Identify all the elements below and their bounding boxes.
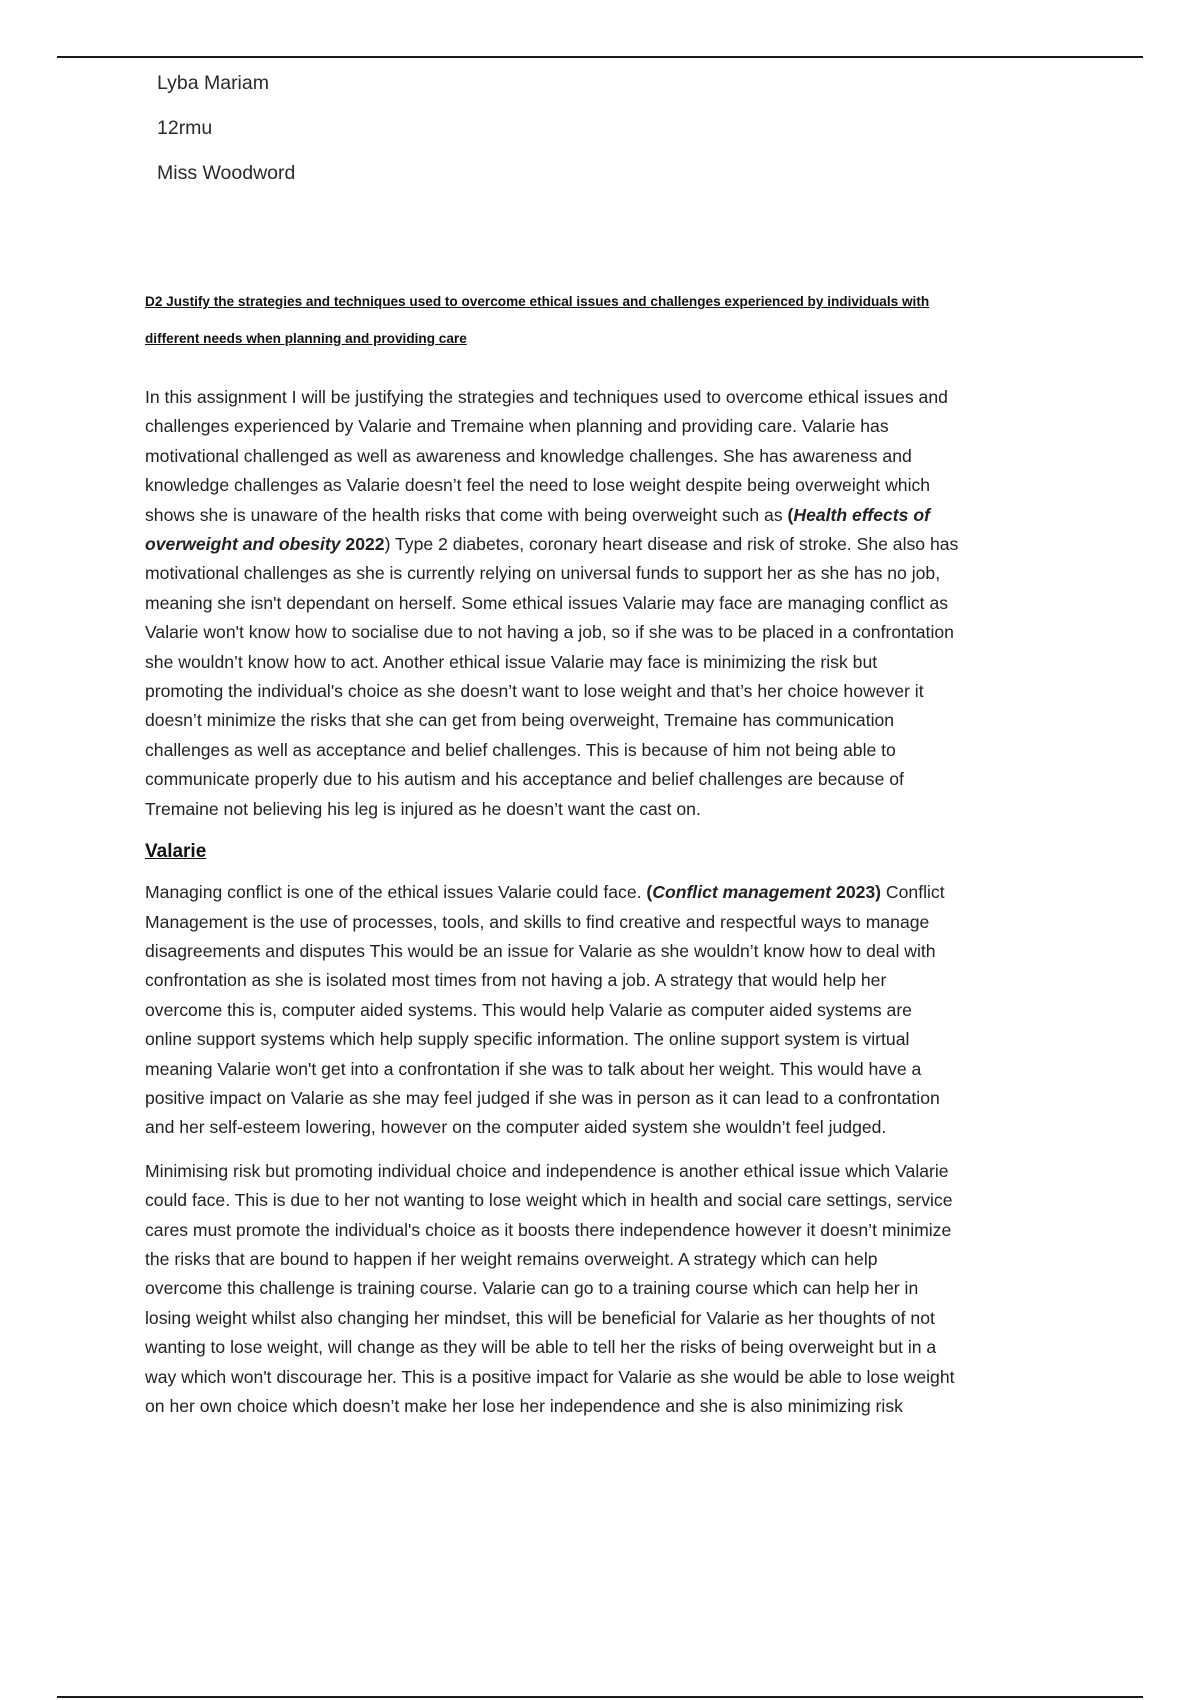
citation-paren-open: ( [787, 504, 794, 525]
risk-line: cares must promote the individual's choice as it boosts there independence however it doesn’t minimize [145, 1219, 952, 1240]
conflict-line: overcome this is, computer aided systems. This would help Valarie as computer aided systems are [145, 999, 912, 1020]
intro-line: Tremaine not believing his leg is injured as he doesn’t want the cast on. [145, 798, 701, 819]
risk-line: way which won't discourage her. This is a positive impact for Valarie as she would be able to lose weight [145, 1366, 955, 1387]
top-rule [57, 56, 1143, 58]
intro-line: challenges experienced by Valarie and Tremaine when planning and providing care. Valarie has [145, 416, 889, 437]
risk-line: overcome this challenge is training course. Valarie can go to a training course which can help her in [145, 1278, 919, 1299]
intro-line: Valarie won't know how to socialise due to not having a job, so if she was to be placed in a confrontation [145, 622, 954, 643]
intro-line: motivational challenges as she is currently relying on universal funds to support her as she has no job, [145, 563, 941, 584]
conflict-paragraph [145, 878, 1095, 1143]
teacher-name: Miss Woodword [157, 162, 296, 184]
intro-line: promoting the individual's choice as she doesn’t want to lose weight and that’s her choice however it [145, 681, 924, 702]
task-title [145, 283, 1095, 357]
bottom-rule [57, 1696, 1143, 1698]
intro-line: doesn’t minimize the risks that she can get from being overweight, Tremaine has communication [145, 710, 895, 731]
risk-line: Minimising risk but promoting individual choice and independence is another ethical issue which Valarie [145, 1160, 949, 1181]
citation-year: 2023) [831, 882, 882, 903]
intro-line [145, 530, 1095, 559]
conflict-line: meaning Valarie won't get into a confrontation if she was to talk about her weight. This would have a [145, 1058, 922, 1079]
citation-paren-open: ( [646, 882, 653, 903]
conflict-line: positive impact on Valarie as she may feel judged if she was in person as it can lead to a confrontation [145, 1087, 940, 1108]
conflict-text: Managing conflict is one of the ethical issues Valarie could face. [145, 882, 647, 903]
risk-line: on her own choice which doesn’t make her lose her independence and she is also minimizing risk [145, 1396, 903, 1416]
risk-line: the risks that are bound to happen if her weight remains overweight. A strategy which can help [145, 1248, 878, 1269]
intro-line: communicate properly due to his autism and his acceptance and belief challenges are because of [145, 769, 904, 790]
intro-line: knowledge challenges as Valarie doesn’t feel the need to lose weight despite being overweight which [145, 475, 931, 496]
intro-text: Type 2 diabetes, coronary heart disease and risk of stroke. She also has [390, 534, 959, 555]
document-body [145, 283, 1095, 1435]
task-title-line-2: different needs when planning and providing care [145, 331, 467, 346]
intro-paragraph [145, 383, 1095, 824]
intro-line: motivational challenged as well as awareness and knowledge challenges. She has awareness and [145, 445, 912, 466]
risk-paragraph [145, 1157, 1095, 1422]
citation-year: 2022 [340, 534, 385, 555]
intro-line [145, 501, 1095, 530]
intro-line: In this assignment I will be justifying the strategies and techniques used to overcome ethical issues and [145, 387, 948, 407]
intro-line: meaning she isn't dependant on herself. Some ethical issues Valarie may face are managing conflict as [145, 592, 949, 613]
risk-line: wanting to lose weight, will change as they will be able to tell her the risks of being overweight but in a [145, 1337, 937, 1358]
conflict-line [145, 878, 1095, 907]
citation-title: overweight and obesity [145, 534, 341, 555]
student-header [157, 72, 295, 207]
conflict-text: Conflict [881, 882, 945, 903]
conflict-line: disagreements and disputes This would be an issue for Valarie as she wouldn’t know how to deal with [145, 940, 936, 961]
conflict-line: Management is the use of processes, tools, and skills to find creative and respectful ways to manage [145, 911, 930, 932]
conflict-line: and her self-esteem lowering, however on the computer aided system she wouldn’t feel judged. [145, 1117, 887, 1138]
intro-line: she wouldn’t know how to act. Another ethical issue Valarie may face is minimizing the risk but [145, 651, 878, 672]
conflict-line: confrontation as she is isolated most times from not having a job. A strategy that would help her [145, 970, 887, 991]
student-name: Lyba Mariam [157, 72, 269, 94]
task-title-line-1: D2 Justify the strategies and techniques used to overcome ethical issues and challenges experienced by individuals with [145, 294, 930, 309]
class-code: 12rmu [157, 117, 213, 139]
risk-line: could face. This is due to her not wanting to lose weight which in health and social care settings, service [145, 1190, 953, 1211]
conflict-line: online support systems which help supply specific information. The online support system is virtual [145, 1029, 910, 1050]
intro-text: shows she is unaware of the health risks that come with being overweight such as [145, 504, 788, 525]
section-heading-valarie: Valarie [145, 841, 207, 863]
citation-title: Conflict management [652, 882, 832, 903]
citation-paren-close: ) [384, 534, 391, 555]
risk-line: losing weight whilst also changing her mindset, this will be beneficial for Valarie as her thoughts of not [145, 1307, 935, 1328]
citation-title: Health effects of [793, 504, 930, 525]
intro-line: challenges as well as acceptance and belief challenges. This is because of him not being able to [145, 739, 896, 760]
